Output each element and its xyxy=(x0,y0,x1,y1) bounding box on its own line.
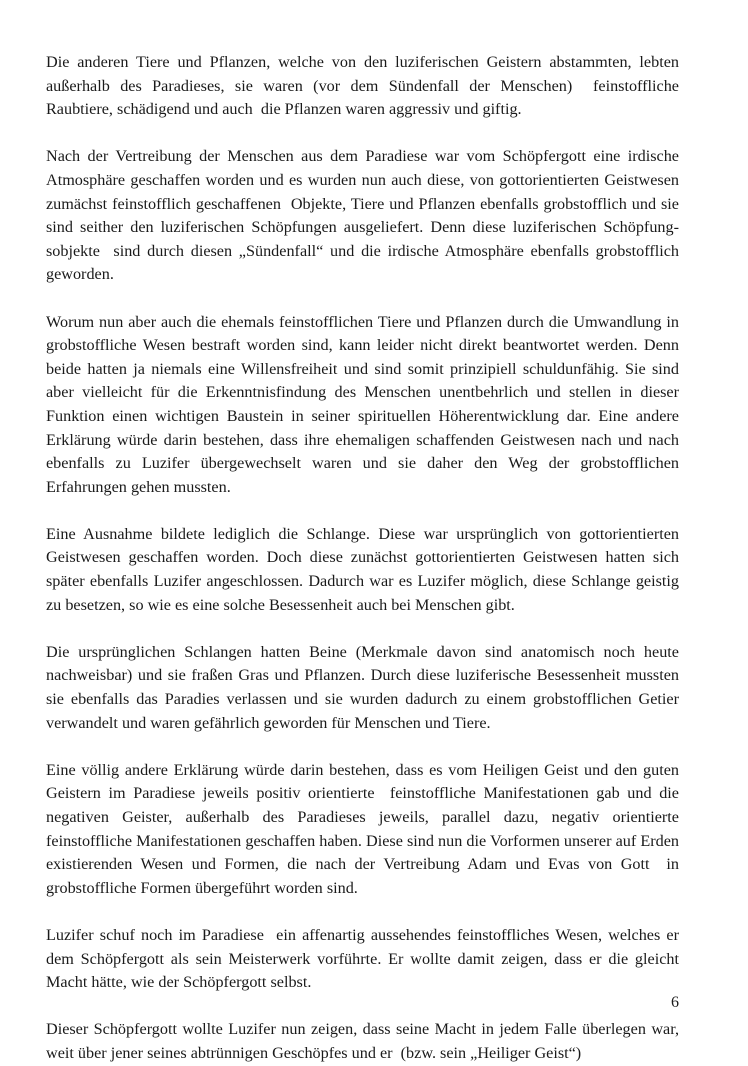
paragraph-1: Die anderen Tiere und Pflanzen, welche von den luziferischen Geistern abstammten, lebten außerhalb des Paradieses, sie waren (vor dem Sündenfall der Menschen) feinstoffliche Raubtiere, schädigend und auch die Pflanzen waren aggressiv und giftig. xyxy=(46,53,684,119)
document-body xyxy=(46,51,688,1066)
page-number: 6 xyxy=(671,994,679,1011)
paragraph-6: Eine völlig andere Erklärung würde darin bestehen, dass es vom Heiligen Geist und den guten Geistern im Paradiese jeweils positiv orientierte feinstoffliche Manifestationen gab und die negativen Geister, außerhalb des Paradieses jeweils, parallel dazu, negativ orientierte feinstoffliche Manifestationen geschaffen haben. Diese sind nun die Vorformen unserer auf Erden existierenden Wesen und Formen, die nach der Vertreibung Adam und Evas von Gott in grobstoffliche Formen übergeführt worden sind. xyxy=(46,760,684,897)
paragraph-4: Eine Ausnahme bildete lediglich die Schlange. Diese war ursprünglich von gottorientierten Geistwesen geschaffen worden. Doch diese zunächst gottorientierten Geistwesen hatten sich später ebenfalls Luzifer angeschlossen. Dadurch war es Luzifer möglich, diese Schlange geistig zu besetzen, so wie es eine solche Besessenheit auch bei Menschen gibt. xyxy=(46,524,684,614)
paragraph-7: Luzifer schuf noch im Paradiese ein affenartig aussehendes feinstoffliches Wesen, welches er dem Schöpfergott als sein Meisterwerk vorführte. Er wollte damit zeigen, dass er die gleicht Macht hätte, wie der Schöpfergott selbst. xyxy=(46,925,688,992)
paragraph-2: Nach der Vertreibung der Menschen aus dem Paradiese war vom Schöpfergott eine irdische Atmosphäre geschaffen worden und es wurden nun auch diese, von gottorientierten Geistwesen zumächst feinstofflich geschaffenen Objekte, Tiere und Pflanzen ebenfalls grobstofflich und sie sind seither den luziferischen Schöpfungen ausgeliefert. Denn diese luziferischen Schöpfung-sobjekte sind durch diesen „Sündenfall“ und die irdische Atmosphäre ebenfalls grobstofflich geworden. xyxy=(46,147,684,284)
paragraph-5: Die ursprünglichen Schlangen hatten Beine (Merkmale davon sind anatomisch noch heute nachweisbar) und sie fraßen Gras und Pflanzen. Durch diese luziferische Besessenheit mussten sie ebenfalls das Paradies verlassen und sie wurden dadurch zu einem grobstofflichen Getier verwandelt und waren gefährlich geworden für Menschen und Tiere. xyxy=(46,642,684,732)
paragraph-3: Worum nun aber auch die ehemals feinstofflichen Tiere und Pflanzen durch die Umwandlung in grobstoffliche Wesen bestraft worden sind, kann leider nicht direkt beantwortet werden. Denn beide hatten ja niemals eine Willensfreiheit und sind somit prinzipiell schuldunfähig. Sie sind aber vielleicht für die Erkenntnisfindung des Menschen unentbehrlich und stellen in dieser Funktion einen wichtigen Baustein in seiner spirituellen Höherentwicklung dar. Eine andere Erklärung würde darin bestehen, dass ihre ehemaligen schaffenden Geistwesen nach und nach ebenfalls zu Luzifer übergewechselt waren und sie daher den Weg der grobstofflichen Erfahrungen gehen mussten. xyxy=(46,312,684,496)
paragraph-8: Dieser Schöpfergott wollte Luzifer nun zeigen, dass seine Macht in jedem Falle überlegen war, weit über jener seines abtrünnigen Geschöpfes und er (bzw. sein „Heiliger Geist“) xyxy=(46,1020,684,1062)
